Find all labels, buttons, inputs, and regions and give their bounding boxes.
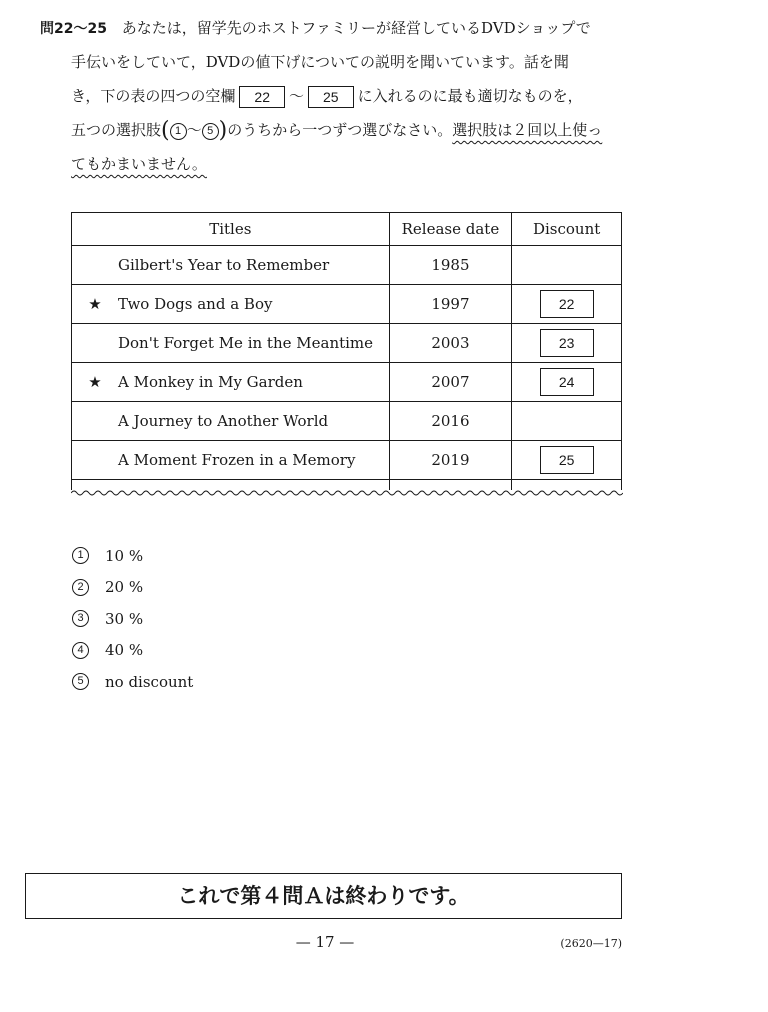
option-text: no discount	[105, 672, 194, 691]
release-date: 2019	[389, 441, 512, 480]
dvd-table	[71, 212, 622, 490]
release-date: 2016	[389, 402, 512, 441]
release-date: 1985	[389, 246, 512, 285]
option-number-icon: 1	[72, 547, 89, 564]
question-line-2: 手伝いをしていて，DVDの値下げについての説明を聞いています。話を聞	[71, 53, 569, 71]
torn-edge-line	[71, 488, 623, 498]
option-number-icon: 3	[72, 610, 89, 627]
option-number-icon: 2	[72, 579, 89, 596]
blank-box-first: 22	[239, 86, 285, 108]
header-titles: Titles	[72, 213, 390, 246]
release-date: 2007	[389, 363, 512, 402]
table-row	[72, 285, 622, 324]
dvd-title: Don't Forget Me in the Meantime	[118, 334, 374, 352]
option-text: 40 %	[105, 641, 144, 660]
question-text-1: あなたは，留学先のホストファミリーが経営しているDVDショップで	[121, 19, 591, 37]
discount-cell	[512, 441, 622, 480]
wavy-note-2: てもかまいません。	[71, 155, 207, 173]
header-discount: Discount	[512, 213, 622, 246]
option-number-icon: 4	[72, 642, 89, 659]
question-number: 問22～25	[40, 21, 107, 37]
answer-blank-24: 24	[540, 368, 594, 396]
table-row	[72, 363, 622, 402]
end-notice-box: これで第４問Ａは終わりです。	[25, 873, 622, 919]
question-line-1	[40, 18, 591, 39]
table-row	[72, 246, 622, 285]
question-text-3b: に入れるのに最も適切なものを，	[357, 87, 583, 105]
option-item	[72, 603, 193, 635]
dvd-title: Two Dogs and a Boy	[118, 295, 273, 313]
option-item	[72, 540, 193, 572]
question-text-4b: のうちから一つずつ選びなさい。	[227, 121, 453, 139]
discount-cell	[512, 324, 622, 363]
answer-options	[72, 540, 193, 698]
question-line-4: 五つの選択肢( 1 ～ 5 )のうちから一つずつ選びなさい。選択肢は２回以上使っ	[71, 118, 603, 143]
dvd-title: A Moment Frozen in a Memory	[118, 451, 356, 469]
dvd-title: Gilbert's Year to Remember	[118, 256, 330, 274]
discount-cell	[512, 246, 622, 285]
star-icon: ★	[88, 373, 102, 391]
tilde: ～	[288, 87, 304, 105]
wavy-note-1: 選択肢は２回以上使っ	[452, 121, 603, 139]
discount-cell	[512, 285, 622, 324]
question-text-4a: 五つの選択肢	[71, 121, 162, 139]
page-code: (2620—17)	[560, 937, 622, 950]
header-release-date: Release date	[389, 213, 512, 246]
page-number: — 17 —	[295, 933, 355, 951]
table-row	[72, 441, 622, 480]
option-number-icon: 5	[72, 673, 89, 690]
option-item	[72, 666, 193, 698]
option-range-start-icon: 1	[170, 123, 187, 140]
release-date: 2003	[389, 324, 512, 363]
discount-cell	[512, 363, 622, 402]
option-range-end-icon: 5	[202, 123, 219, 140]
option-text: 20 %	[105, 578, 144, 597]
option-text: 30 %	[105, 609, 144, 628]
answer-blank-23: 23	[540, 329, 594, 357]
option-item	[72, 572, 193, 604]
answer-blank-25: 25	[540, 446, 594, 474]
table-row	[72, 402, 622, 441]
star-icon: ★	[88, 295, 102, 313]
release-date: 1997	[389, 285, 512, 324]
blank-box-last: 25	[308, 86, 354, 108]
dvd-title: A Journey to Another World	[118, 412, 329, 430]
question-line-5	[71, 154, 207, 174]
discount-cell	[512, 402, 622, 441]
option-item	[72, 635, 193, 667]
table-row	[72, 324, 622, 363]
option-text: 10 %	[105, 546, 144, 565]
table-header-row	[72, 213, 622, 246]
question-text-3a: き，下の表の四つの空欄	[71, 87, 236, 105]
question-line-3	[71, 86, 583, 108]
dvd-title: A Monkey in My Garden	[118, 373, 303, 391]
answer-blank-22: 22	[540, 290, 594, 318]
